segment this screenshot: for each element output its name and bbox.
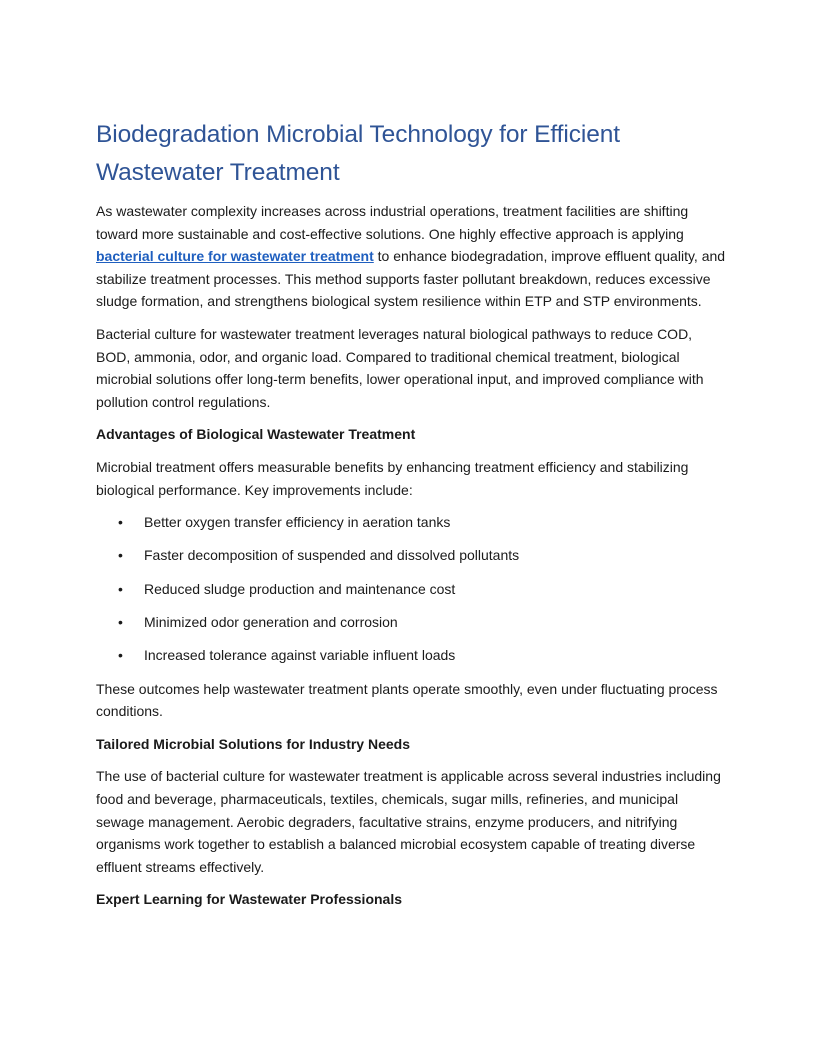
intro-text-before-link: As wastewater complexity increases across industrial operations, treatment facilities are shifting toward more sustainable and cost-effective solutions. One highly effective approach is applying	[96, 203, 689, 242]
section-heading-advantages: Advantages of Biological Wastewater Treatment	[96, 426, 416, 443]
bullet-icon: •	[118, 647, 123, 664]
section-heading-expert: Expert Learning for Wastewater Professionals	[96, 891, 403, 908]
list-item-text: Faster decomposition of suspended and dissolved pollutants	[144, 547, 520, 564]
list-item-text: Minimized odor generation and corrosion	[144, 613, 398, 630]
document-body	[96, 116, 726, 921]
list-item-text: Reduced sludge production and maintenance cost	[144, 580, 456, 597]
bacterial-culture-link[interactable]: bacterial culture for wastewater treatment	[96, 248, 374, 265]
advantages-outro: These outcomes help wastewater treatment plants operate smoothly, even under fluctuating process conditions.	[96, 680, 718, 720]
list-item	[96, 611, 726, 634]
bullet-icon: •	[118, 514, 123, 531]
list-item-text: Better oxygen transfer efficiency in aeration tanks	[144, 514, 451, 531]
list-item	[96, 544, 726, 567]
list-item	[96, 578, 726, 601]
intro-text-after-link: to enhance biodegradation, improve effluent quality, and stabilize treatment processes. This method supports faster pollutant breakdown, reduces excessive sludge formation, and strengthens biological system resilience within ETP and STP environments.	[96, 248, 726, 310]
advantages-intro: Microbial treatment offers measurable benefits by enhancing treatment efficiency and stabilizing biological performance. Key improvements include:	[96, 458, 689, 498]
page-title: Biodegradation Microbial Technology for Efficient Wastewater Treatment	[96, 121, 620, 186]
list-item-text: Increased tolerance against variable influent loads	[144, 647, 456, 664]
body-paragraph-2: Bacterial culture for wastewater treatment leverages natural biological pathways to reduce COD, BOD, ammonia, odor, and organic load. Compared to traditional chemical treatment, biological microbial solutions offer long-term benefits, lower operational input, and improved compliance with pollution control regulations.	[96, 325, 704, 410]
bullet-icon: •	[118, 580, 123, 597]
advantages-list	[96, 511, 726, 667]
section-heading-tailored: Tailored Microbial Solutions for Industry Needs	[96, 735, 411, 752]
list-item	[96, 511, 726, 534]
tailored-paragraph: The use of bacterial culture for wastewater treatment is applicable across several industries including food and beverage, pharmaceuticals, textiles, chemicals, sugar mills, refineries, and municipal sewage management. Aerobic degraders, facultative strains, enzyme producers, and nitrifying organisms work together to establish a balanced microbial ecosystem capable of treating diverse effluent streams effectively.	[96, 768, 721, 875]
bullet-icon: •	[118, 613, 123, 630]
intro-paragraph	[96, 200, 726, 313]
bullet-icon: •	[118, 547, 123, 564]
list-item	[96, 644, 726, 667]
